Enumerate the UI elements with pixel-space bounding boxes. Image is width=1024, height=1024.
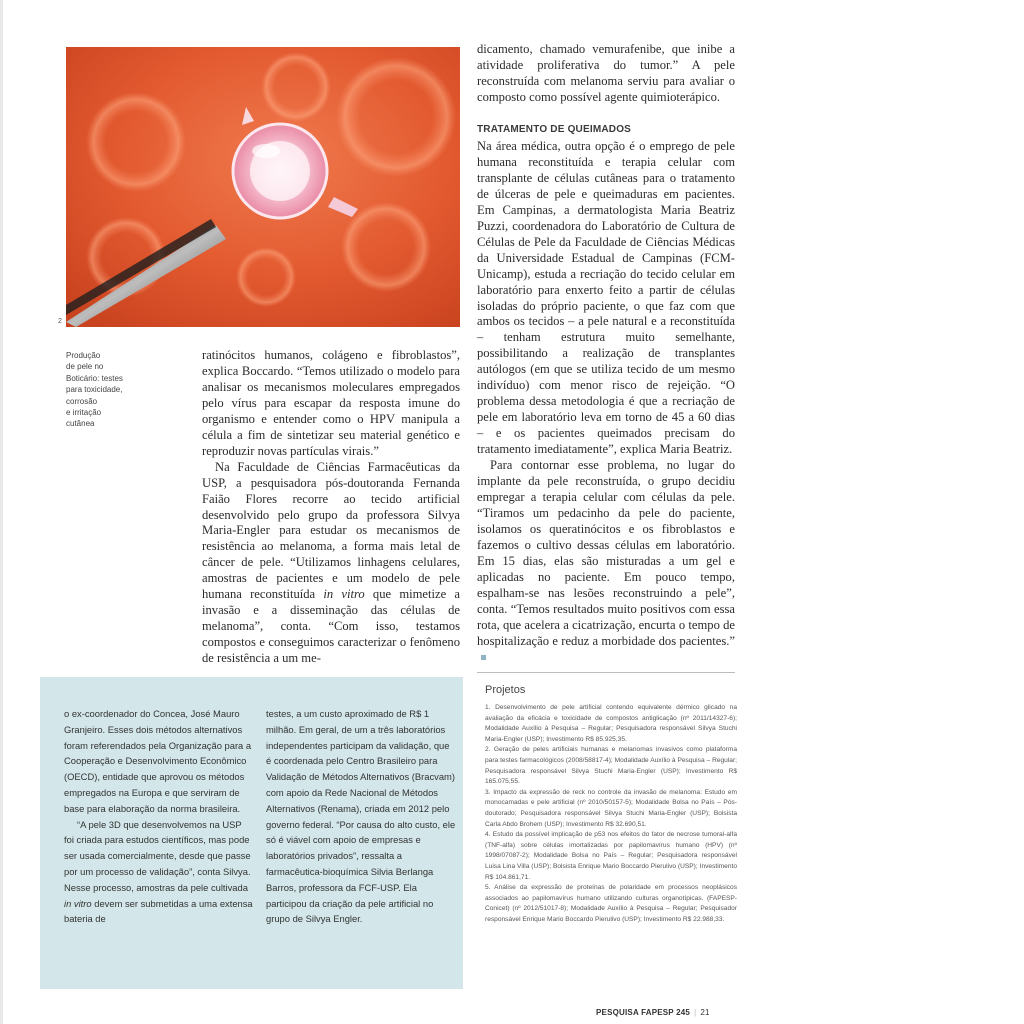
project-item: 5. Análise da expressão de proteínas de polaridade em processos neoplásicos associados ao papilomavírus humano utilizando culturas organotípicas. (FAPESP-Conicet) (nº 2012/51017-8); Modalidade Auxílio à Pesquisa – Regular; Pesquisador responsável Enrique Mario Boccardo Pierulivo (USP); Investimento R$ 22.988,33. bbox=[485, 884, 737, 923]
paragraph: Na área médica, outra opção é o emprego de pele humana reconstituída e terapia celular com transplante de células cutâneas para o tratamento de úlceras de pele e queimaduras em pacientes. Em Campinas, a dermatologista Maria Beatriz Puzzi, coordenadora do Laboratório de Cultura de Células de Pele da Faculdade de Ciências Médicas da Universidade Estadual de Campinas (FCM-Unicamp), estuda a recriação do tecido celular em laboratório para enxerto feito a partir de células isoladas do próprio paciente, o que faz com que ambos os tecidos – a pele natural e a reconstituída – tenham estrutura muito semelhante, possibilitando a realização de transplantes autólogos (em que se utiliza tecido de um mesmo indivíduo) com menor risco de rejeição. “O problema dessa metodologia é que a recriação de pele em laboratório leva em torno de 45 a 60 dias – e os pacientes queimados precisam do tratamento imediatamente”, explica Maria Beatriz. bbox=[477, 139, 735, 457]
sidebar-italic: in vitro bbox=[64, 897, 92, 909]
caption-line: e irritação bbox=[66, 408, 102, 418]
page-number: 21 bbox=[700, 1008, 710, 1017]
projects-title: Projetos bbox=[485, 684, 526, 696]
page-footer bbox=[596, 1008, 710, 1017]
lab-photo bbox=[66, 47, 460, 327]
paragraph: ratinócitos humanos, colágeno e fibroblastos”, explica Boccardo. “Temos utilizado o modelo para analisar os mecanismos moleculares empregados pelo vírus para escapar da resposta imune do organismo e entender como o HPV manipula a célula a fim de sintetizar seu material genético e reproduzir novas partículas virais.” bbox=[202, 348, 460, 458]
sidebar-paragraph: o ex-coordenador do Concea, José Mauro Granjeiro. Esses dois métodos alternativos foram referendados pela Organização para a Cooperação e Desenvolvimento Econômico (OECD), entidade que aprovou os métodos empregados na Europa e que serviram de base para elaboração da norma brasileira. bbox=[64, 708, 252, 814]
sidebar-text: devem ser submetidas a uma extensa bateria de bbox=[64, 897, 253, 925]
projects-list bbox=[485, 703, 737, 925]
paragraph-text: Para contornar esse problema, no lugar do implante da pele reconstruída, o grupo decidiu empregar a terapia celular com células da pele. “Tiramos um pedacinho da pele do paciente, isolamos os queratinócitos e os fibroblastos e fazemos o cultivo dessas células em laboratório. Em 15 dias, elas são misturadas a um gel e aplicadas no paciente. Em pouco tempo, espalham-se nas lesões reconstruindo a pele”, conta. “Temos resultados muito positivos com essa rota, que acelera a cicatrização, encurta o tempo de hospitalização e reduz a morbidade dos pacientes.” bbox=[477, 458, 735, 648]
photo-caption bbox=[66, 350, 146, 430]
article-column-right-top: dicamento, chamado vemurafenibe, que inibe a atividade proliferativa do tumor.” A pele reconstruída com melanoma serviu para avaliar o composto como possível agente quimioterápico. bbox=[477, 42, 735, 104]
sidebar-paragraph bbox=[64, 817, 254, 928]
article-column-middle bbox=[202, 348, 460, 667]
caption-line: Boticário: testes bbox=[66, 373, 123, 383]
article-column-right bbox=[477, 139, 735, 665]
caption-line: para toxicidade, bbox=[66, 385, 123, 395]
project-item: 4. Estudo da possível implicação de p53 nos efeitos do fator de necrose tumoral-alfa (TNF-alfa) sobre células imortalizadas por papilomavírus humano (HPV) (nº 1998/07087-2); Modalidade Bolsa no País – Regular; Pesquisadora responsável Luisa Lina Villa (USP); Bolsista Enrique Mario Boccardo Pierulivo (USP); Investimento R$ 104.861,71. bbox=[485, 831, 737, 881]
project-item: 1. Desenvolvimento de pele artificial contendo equivalente dérmico glicado na avaliação da eficácia e toxicidade de compostos antiglicação (nº 2011/14327-6); Modalidade Auxílio à Pesquisa – Regular; Pesquisadora responsável Silvya Stuchi Maria-Engler (USP); Investimento R$ 85.925,35. bbox=[485, 704, 737, 743]
magazine-name: PESQUISA FAPESP 245 bbox=[596, 1008, 691, 1017]
tissue-sample-illustration bbox=[66, 47, 460, 327]
caption-line: corrosão bbox=[66, 396, 98, 406]
sidebar-column-2 bbox=[266, 706, 456, 927]
footer-separator: | bbox=[694, 1008, 697, 1017]
paragraph: Na Faculdade de Ciências Farmacêuticas da USP, a pesquisadora pós-doutoranda Fernanda Faião Flores recorre ao tecido artificial desenvolvido pelo grupo da professora Silvya Maria-Engler para estudar os mecanismos de resistência ao melanoma, a forma mais letal de câncer de pele. “Utilizamos linhagens celulares, amostras de pacientes e um modelo de pele humana reconstituída in vitro que mimetize a invasão e a disseminação das células de melanoma”, conta. “Com isso, testamos compostos e conseguimos caracterizar o fenômeno de resistência a um me- bbox=[202, 459, 460, 666]
project-item: 3. Impacto da expressão de reck no controle da invasão de melanoma: Estudo em monocamadas e pele artificial (nº 2010/50157-5); Modalidade Bolsa no País – Pós-doutorado; Pesquisadora responsável Silvya Stuchi Maria-Engler (USP); Bolsista Carla Abdo Brohem (USP); Investimento R$ 32.690,51. bbox=[485, 788, 737, 828]
end-mark-icon bbox=[481, 655, 486, 660]
divider bbox=[477, 672, 735, 673]
caption-line: de pele no bbox=[66, 362, 104, 372]
sidebar-column-1 bbox=[64, 706, 254, 927]
sidebar-text: “A pele 3D que desenvolvemos na USP foi criada para estudos científicos, mas pode ser usada comercialmente, desde que passe por um processo de validação”, conta Silvya. Nesse processo, amostras da pele cultivada bbox=[64, 818, 251, 893]
sidebar-paragraph: testes, a um custo aproximado de R$ 1 milhão. Em geral, de um a três laboratórios independentes participam da validação, que é coordenada pelo Centro Brasileiro para Validação de Métodos Alternativos (Bracvam) com apoio da Rede Nacional de Métodos Alternativos (Renama), criada em 2012 pelo governo federal. “Por causa do alto custo, ele só é viável com apoio de empresas e laboratórios privados”, ressalta a farmacêutica-bioquímica Silvia Berlanga Barros, professora da FCF-USP. Ela participou da criação da pele artificial no grupo de Silvya Engler. bbox=[266, 708, 456, 925]
section-heading: TRATAMENTO DE QUEIMADOS bbox=[477, 124, 632, 135]
page-fold-shadow bbox=[0, 0, 3, 1024]
photo-number: 2 bbox=[58, 318, 62, 325]
caption-line: cutânea bbox=[66, 419, 95, 429]
paragraph bbox=[477, 458, 735, 665]
caption-line: Produção bbox=[66, 351, 101, 360]
project-item: 2. Geração de peles artificiais humanas e melanomas invasivos como plataforma para testes farmacológicos (2008/58817-4); Modalidade Auxílio à Pesquisa – Regular; Pesquisadora responsável Silvya Stuchi Maria-Engler (USP); Investimento R$ 165.075,55. bbox=[485, 746, 737, 786]
